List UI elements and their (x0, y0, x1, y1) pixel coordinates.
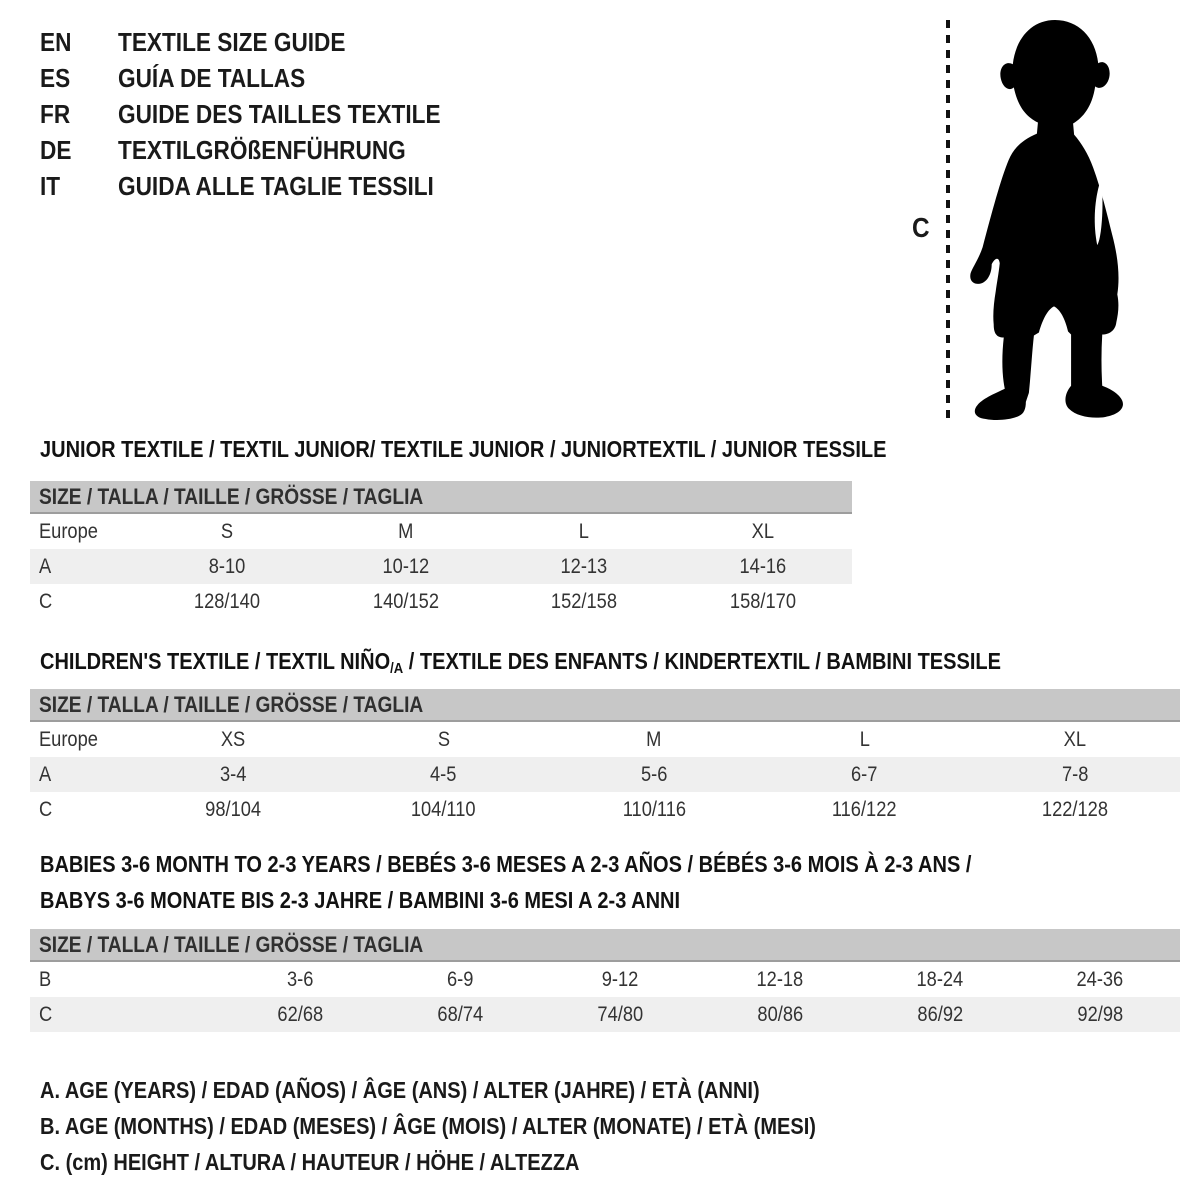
table-cell: 140/152 (372, 589, 439, 613)
table-cell: 10-12 (382, 554, 430, 578)
baby-silhouette-icon (966, 16, 1142, 428)
babies-size-table (30, 929, 1180, 1032)
junior-size-table (30, 481, 852, 619)
height-measure-label: C (912, 212, 930, 243)
legend-line-b: B. AGE (MONTHS) / EDAD (MESES) / ÂGE (MOIS) / ALTER (MONATE) / ETÀ (MESI) (40, 1113, 816, 1139)
table-cell: 4-5 (430, 762, 457, 786)
table-cell: XS (221, 727, 246, 751)
table-cell: 6-9 (446, 967, 474, 991)
language-code: EN (40, 26, 72, 57)
language-row-de (40, 132, 489, 168)
size-header-bar: SIZE / TALLA / TAILLE / GRÖSSE / TAGLIA (30, 481, 852, 514)
table-cell: 14-16 (739, 554, 787, 578)
table-cell: 24-36 (1076, 967, 1124, 991)
row-label: Europe (39, 727, 98, 751)
language-guide-title: GUIDE DES TAILLES TEXTILE (118, 98, 441, 129)
language-code: IT (40, 170, 61, 201)
table-cell: 122/128 (1041, 797, 1108, 821)
table-row-age (30, 757, 1180, 792)
measurement-legend (40, 1072, 932, 1180)
table-cell: 98/104 (205, 797, 262, 821)
language-guide-title: GUIDA ALLE TAGLIE TESSILI (118, 170, 434, 201)
table-cell: 116/122 (832, 797, 897, 821)
table-cell: 6-7 (851, 762, 878, 786)
table-cell: 152/158 (551, 589, 618, 613)
table-cell: 74/80 (597, 1002, 643, 1026)
language-code: ES (40, 62, 71, 93)
table-row-europe (30, 514, 852, 549)
table-cell: XL (1063, 727, 1086, 751)
table-cell: 12-18 (756, 967, 804, 991)
language-row-en (40, 24, 489, 60)
row-label: B (39, 967, 52, 991)
table-cell: 62/68 (277, 1002, 323, 1026)
table-row-height (30, 584, 852, 619)
language-guide-title: TEXTILE SIZE GUIDE (118, 26, 346, 57)
table-cell: L (859, 727, 870, 751)
table-cell: S (221, 519, 234, 543)
language-guide-title: GUÍA DE TALLAS (118, 62, 306, 93)
table-cell: M (398, 519, 414, 543)
row-label: C (39, 589, 53, 613)
size-header-bar: SIZE / TALLA / TAILLE / GRÖSSE / TAGLIA (30, 689, 1180, 722)
table-cell: 12-13 (560, 554, 608, 578)
table-row-height (30, 997, 1180, 1032)
table-cell: 3-4 (219, 762, 247, 786)
row-label: A (39, 762, 52, 786)
babies-heading-line1: BABIES 3-6 MONTH TO 2-3 YEARS / BEBÉS 3-6 MESES A 2-3 AÑOS / BÉBÉS 3-6 MOIS À 2-3 ANS / (40, 851, 972, 877)
children-section-heading: CHILDREN'S TEXTILE / TEXTIL NIÑO/A / TEXTILE DES ENFANTS / KINDERTEXTIL / BAMBINI TESSILE (40, 648, 1001, 677)
height-measure-dashed-line (946, 20, 950, 418)
table-cell: 8-10 (208, 554, 246, 578)
table-cell: M (646, 727, 662, 751)
table-row-height (30, 792, 1180, 827)
nino-a-subscript: /A (390, 660, 404, 677)
table-cell: 68/74 (437, 1002, 483, 1026)
size-header-bar: SIZE / TALLA / TAILLE / GRÖSSE / TAGLIA (30, 929, 1180, 962)
babies-section-heading (40, 852, 1111, 924)
table-cell: 80/86 (757, 1002, 803, 1026)
legend-line-c: C. (cm) HEIGHT / ALTURA / HAUTEUR / HÖHE / ALTEZZA (40, 1149, 580, 1175)
language-row-it (40, 168, 489, 204)
language-code: DE (40, 134, 72, 165)
language-code: FR (40, 98, 71, 129)
table-cell: 9-12 (601, 967, 639, 991)
language-guide-title: TEXTILGRÖßENFÜHRUNG (118, 134, 406, 165)
table-cell: 104/110 (411, 797, 476, 821)
row-label: C (39, 797, 53, 821)
table-cell: 110/116 (622, 797, 686, 821)
table-cell: 5-6 (640, 762, 668, 786)
language-row-fr (40, 96, 489, 132)
language-row-es (40, 60, 489, 96)
legend-line-a: A. AGE (YEARS) / EDAD (AÑOS) / ÂGE (ANS) / ALTER (JAHRE) / ETÀ (ANNI) (40, 1077, 760, 1103)
table-cell: L (579, 519, 590, 543)
row-label: C (39, 1002, 53, 1026)
row-label: Europe (39, 519, 98, 543)
table-cell: 128/140 (194, 589, 261, 613)
table-cell: 7-8 (1061, 762, 1088, 786)
table-cell: 92/98 (1077, 1002, 1123, 1026)
row-label: A (39, 554, 52, 578)
junior-section-heading: JUNIOR TEXTILE / TEXTIL JUNIOR/ TEXTILE JUNIOR / JUNIORTEXTIL / JUNIOR TESSILE (40, 436, 887, 462)
table-cell: 158/170 (729, 589, 796, 613)
table-cell: XL (751, 519, 774, 543)
table-row-age (30, 549, 852, 584)
babies-heading-line2: BABYS 3-6 MONATE BIS 2-3 JAHRE / BAMBINI 3-6 MESI A 2-3 ANNI (40, 887, 681, 913)
table-cell: 86/92 (917, 1002, 963, 1026)
table-cell: 18-24 (916, 967, 964, 991)
table-row-age-months (30, 962, 1180, 997)
table-cell: 3-6 (286, 967, 314, 991)
language-title-list (40, 24, 489, 204)
children-size-table (30, 689, 1180, 827)
table-row-europe (30, 722, 1180, 757)
table-cell: S (437, 727, 450, 751)
